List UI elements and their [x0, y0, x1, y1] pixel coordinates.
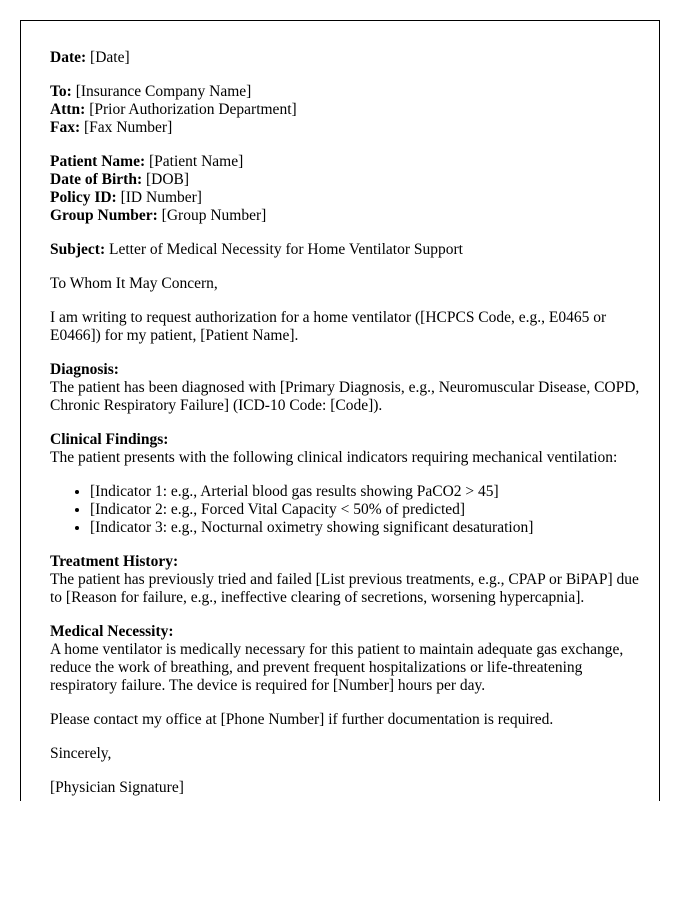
to-value: [Insurance Company Name]	[75, 83, 252, 100]
addressee-block	[50, 83, 640, 137]
date-line	[50, 49, 640, 67]
group-label: Group Number:	[50, 207, 158, 224]
list-item: • [Indicator 2: e.g., Forced Vital Capacity < 50% of predicted]	[90, 501, 640, 519]
date-label: Date:	[50, 49, 87, 66]
diagnosis-section	[50, 361, 640, 415]
treatment-history-text: The patient has previously tried and failed [List previous treatments, e.g., CPAP or BiPAP] due to [Reason for failure, e.g., ineffective clearing of secretions, worsening hypercapnia].	[50, 571, 639, 606]
attn-line	[50, 101, 640, 119]
letter-page	[20, 20, 660, 801]
clinical-findings-text: The patient presents with the following clinical indicators requiring mechanical ventilation:	[50, 449, 618, 466]
treatment-history-heading: Treatment History:	[50, 553, 179, 570]
salutation: To Whom It May Concern,	[50, 275, 218, 292]
indicator-list	[50, 483, 640, 537]
intro-paragraph: I am writing to request authorization for a home ventilator ([HCPCS Code, e.g., E0465 or E0466]) for my patient, [Patient Name].	[50, 309, 607, 344]
attn-label: Attn:	[50, 101, 86, 118]
patient-name-line	[50, 153, 640, 171]
recipient-block	[50, 49, 640, 67]
medical-necessity-section	[50, 623, 640, 695]
patient-name-value: [Patient Name]	[149, 153, 244, 170]
diagnosis-text: The patient has been diagnosed with [Primary Diagnosis, e.g., Neuromuscular Disease, COPD, Chronic Respiratory Failure] (ICD-10 Code: [Code]).	[50, 379, 640, 414]
medical-necessity-heading: Medical Necessity:	[50, 623, 174, 640]
closing: Sincerely,	[50, 745, 112, 762]
to-label: To:	[50, 83, 72, 100]
clinical-findings-heading: Clinical Findings:	[50, 431, 169, 448]
fax-value: [Fax Number]	[84, 119, 173, 136]
medical-necessity-text: A home ventilator is medically necessary for this patient to maintain adequate gas exchange, reduce the work of breathing, and prevent frequent hospitalizations or life-threatening respiratory failure. The device is required for [Number] hours per day.	[50, 641, 624, 694]
subject-value: Letter of Medical Necessity for Home Ventilator Support	[108, 241, 463, 258]
group-value: [Group Number]	[161, 207, 267, 224]
attn-value: [Prior Authorization Department]	[89, 101, 297, 118]
fax-line	[50, 119, 640, 137]
patient-info-block	[50, 153, 640, 225]
list-item: • [Indicator 3: e.g., Nocturnal oximetry showing significant desaturation]	[90, 519, 640, 537]
subject-block	[50, 241, 640, 259]
dob-line	[50, 171, 640, 189]
subject-line	[50, 241, 640, 259]
list-item: • [Indicator 1: e.g., Arterial blood gas results showing PaCO2 > 45]	[90, 483, 640, 501]
patient-name-label: Patient Name:	[50, 153, 146, 170]
subject-label: Subject:	[50, 241, 106, 258]
letter-body	[50, 49, 640, 801]
policy-value: [ID Number]	[120, 189, 202, 206]
fax-label: Fax:	[50, 119, 81, 136]
date-value: [Date]	[90, 49, 130, 66]
policy-label: Policy ID:	[50, 189, 117, 206]
contact-paragraph: Please contact my office at [Phone Number] if further documentation is required.	[50, 711, 554, 728]
clinical-findings-section	[50, 431, 640, 467]
dob-label: Date of Birth:	[50, 171, 143, 188]
treatment-history-section	[50, 553, 640, 607]
diagnosis-heading: Diagnosis:	[50, 361, 119, 378]
dob-value: [DOB]	[146, 171, 190, 188]
policy-line	[50, 189, 640, 207]
signature-placeholder: [Physician Signature]	[50, 779, 184, 796]
group-line	[50, 207, 640, 225]
to-line	[50, 83, 640, 101]
